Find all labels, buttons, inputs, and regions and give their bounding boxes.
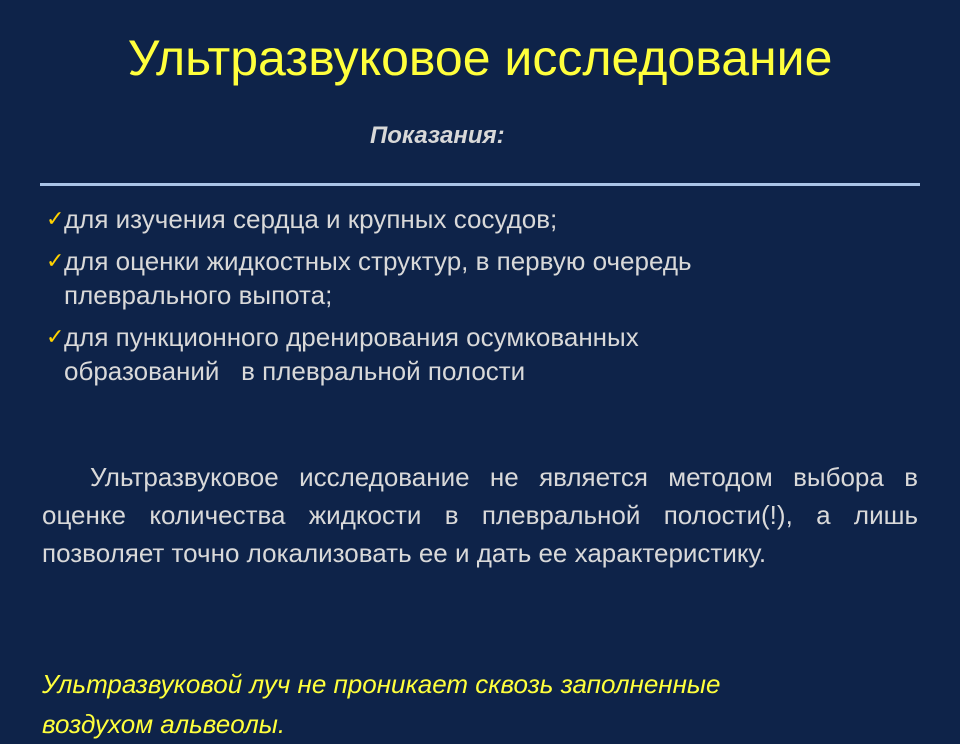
list-item: [46, 244, 926, 312]
list-item-text-continued: образований в плевральной полости: [64, 356, 526, 386]
divider-rule: [40, 183, 920, 186]
list-item-text: для изучения сердца и крупных сосудов;: [64, 204, 558, 234]
checkmark-icon: ✓: [46, 324, 65, 349]
checkmark-icon: ✓: [46, 248, 65, 273]
note-line-2: воздухом альвеолы.: [42, 709, 286, 739]
list-item: [46, 202, 926, 236]
indications-list: [46, 202, 926, 396]
body-paragraph: Ультразвуковое исследование не является методом выбора в оценке количества жидкости в плевральной полости(!), а лишь позволяет точно локализовать ее и дать ее характеристику.: [42, 462, 918, 568]
slide-subtitle: Показания:: [370, 122, 505, 149]
note-line-1: Ультразвуковой луч не проникает сквозь заполненные: [42, 669, 721, 699]
highlight-note: [42, 664, 942, 744]
list-item-text-continued: плеврального выпота;: [64, 280, 333, 310]
slide-title: Ультразвуковое исследование: [127, 30, 833, 86]
list-item-text: для оценки жидкостных структур, в первую очередь: [64, 246, 692, 276]
list-item-text: для пункционного дренирования осумкованных: [64, 322, 639, 352]
checkmark-icon: ✓: [46, 206, 65, 231]
list-item: [46, 320, 926, 388]
